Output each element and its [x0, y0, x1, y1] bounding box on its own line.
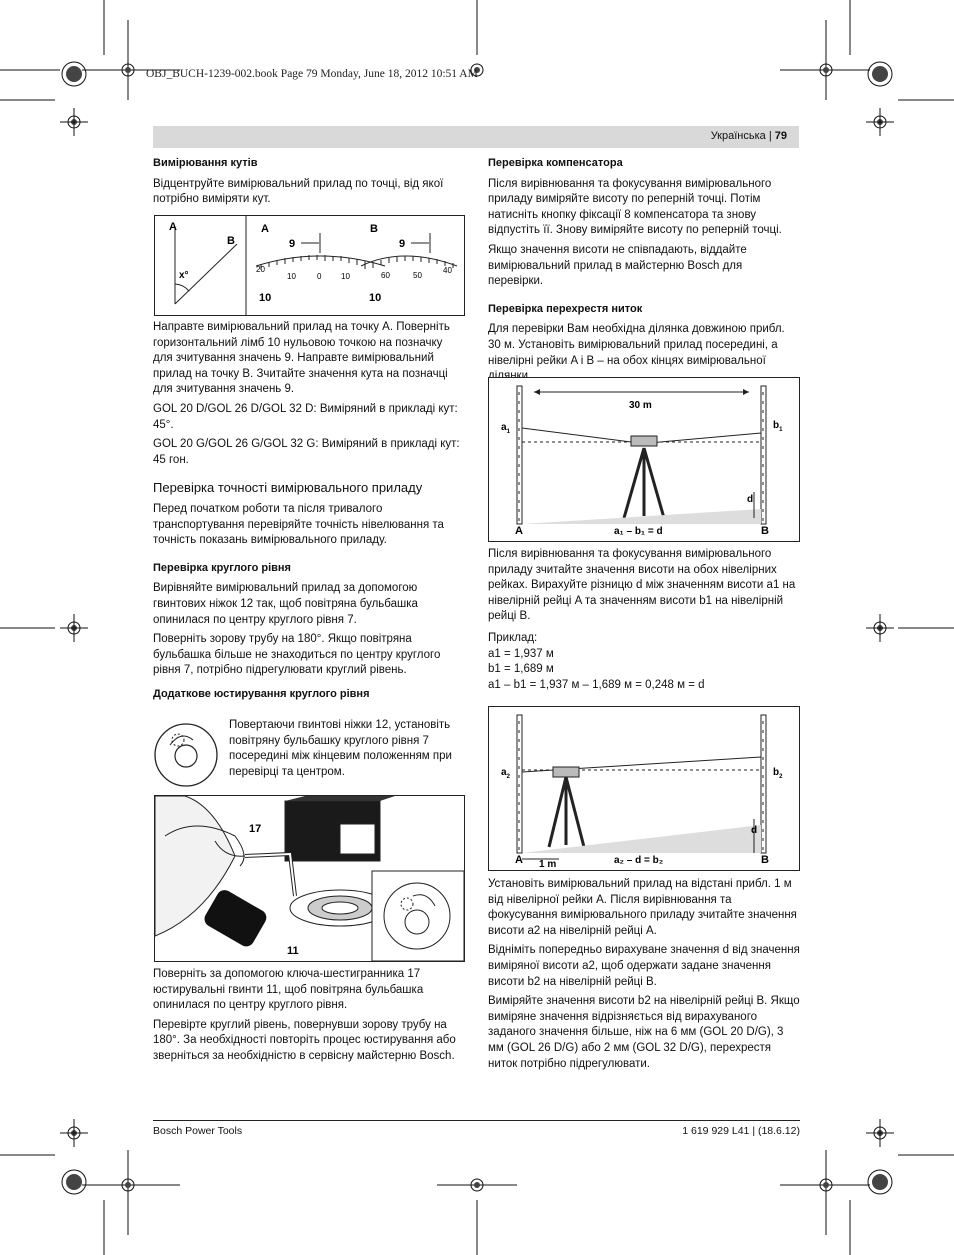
- fig2-eq: a₂ – d = b₂: [614, 855, 664, 866]
- crosshair-figure-2: [488, 706, 800, 871]
- dial-b-label: B: [370, 223, 378, 235]
- svg-text:a1: [501, 422, 511, 435]
- angle-figure: [154, 215, 465, 316]
- fig1-a1: a: [501, 422, 507, 433]
- fig-label-11: 11: [287, 945, 299, 957]
- angles-p1: Направте вимірювальний прилад на точку A. Поверніть горизонтальний лімб 10 нульовою точкою на позначку для зчитування значень 9. Направте вимірювальний прилад на точку B. Зчитайте значення кута на позначці для зчитування значень 9.: [153, 321, 450, 396]
- fig-label-b: B: [227, 235, 235, 247]
- footer-divider: [153, 1120, 800, 1121]
- dial-a-label: A: [261, 223, 269, 235]
- fig1-a1-sub: 1: [506, 429, 510, 435]
- fig1-d: d: [747, 494, 754, 505]
- angles-text: [153, 320, 465, 707]
- fig2-a2-sub: 2: [506, 774, 510, 780]
- adjust-text: [153, 967, 465, 1069]
- fig-angle-label: x°: [179, 270, 189, 281]
- fig2-b2-sub: 2: [779, 774, 783, 780]
- dial-a-scale-4: 10: [341, 272, 350, 281]
- crosshair-heading: Перевірка перехрестя ниток: [488, 302, 643, 315]
- adjust-p3: Перевірте круглий рівень, повернувши зорову трубу на 180°. За необхідності повторіть процес юстирування або зверніться за необхідністю в сервісну майстерню Bosch.: [153, 1018, 456, 1062]
- example-line-1: a1 = 1,937 м: [488, 647, 554, 660]
- dial-a-nine: 9: [289, 238, 296, 250]
- circular-p1: Вирівняйте вимірювальний прилад за допомогою гвинтових ніжок 12 так, щоб повітряна бульбашка опинилася по центру круглого рівня 7.: [153, 582, 418, 626]
- adjust-intro: [229, 718, 465, 784]
- fig2-distance: 1 m: [539, 859, 557, 870]
- angles-section: [153, 156, 465, 212]
- crosshair-text-2: [488, 877, 800, 1076]
- accuracy-p1: Перед початком роботи та після тривалого транспортування перевіряйте точність нівелювання та точність показань вимірювального приладу.: [153, 502, 444, 547]
- angles-heading: Вимірювання кутів: [153, 157, 258, 169]
- angle-figure-svg: [155, 216, 464, 315]
- adjust-heading: Додаткове юстирування круглого рівня: [153, 687, 370, 700]
- compensator-p1: Після вирівнювання та фокусування вимірювального приладу виміряйте висоту по реперній точці. Потім натисніть кнопку фіксації 8 компенсатора та знову відпустіть її. Знову виміряйте висоту по реперній точці.: [488, 177, 782, 237]
- fig2-d: d: [751, 825, 758, 836]
- dial-a-scale-1: 20: [256, 265, 265, 274]
- print-slug: OBJ_BUCH-1239-002.book Page 79 Monday, June 18, 2012 10:51 AM: [146, 68, 478, 80]
- fig-label-17: 17: [249, 823, 262, 835]
- example-label: Приклад:: [488, 631, 538, 644]
- angles-intro: Відцентруйте вимірювальний прилад по точці, від якої потрібно виміряти кут.: [153, 177, 444, 206]
- crosshair-figure-1-svg: [489, 378, 799, 541]
- crosshair-p5: Виміряйте значення висоти b2 на нівелірній рейці B. Якщо виміряне значення відрізняється від вирахуваного заданого значення більше, ніж на 6 мм (GOL 20 D/G), 3 мм (GOL 26 D/G) або 2 мм (GOL 32 D/G), перехрестя ниток потрібно підрегулювати.: [488, 995, 800, 1070]
- compensator-heading: Перевірка компенсатора: [488, 157, 623, 169]
- dial-b-scale-3: 40: [443, 266, 452, 275]
- dial-a-scale-2: 10: [287, 272, 296, 281]
- crosshair-text-1: [488, 547, 800, 693]
- footer-doc-number: 1 619 929 L41 | (18.6.12): [682, 1125, 800, 1137]
- dial-a-ten: 10: [259, 292, 272, 304]
- fig1-eq: a₁ – b₁ = d: [614, 526, 663, 537]
- fig1-distance: 30 m: [629, 400, 652, 411]
- crosshair-p1: Для перевірки Вам необхідна ділянка довжиною прибл. 30 м. Установіть вимірювальний прилад посередині, а нівелірні рейки A і B – на обох кінцях вимірювальної: [488, 323, 785, 367]
- circular-level-icon: [153, 722, 219, 788]
- circular-p2: Поверніть зорову трубу на 180°. Якщо повітряна бульбашка більше не знаходиться по центру круглого рівня 7, потрібно підрегулювати круглий рівень.: [153, 633, 441, 677]
- fig2-A: A: [515, 854, 523, 866]
- header-separator: |: [768, 130, 772, 142]
- language-label: Українська: [710, 130, 766, 142]
- hexkey-figure: [154, 795, 465, 962]
- accuracy-heading: Перевірка точності вимірювального приладу: [153, 480, 423, 496]
- crosshair-figure-1: [488, 377, 800, 542]
- svg-text:a2: [501, 767, 511, 780]
- fig1-B: B: [761, 525, 769, 537]
- svg-text:b2: [773, 767, 783, 780]
- dial-a-scale-3: 0: [317, 272, 322, 281]
- fig1-A: A: [515, 525, 523, 537]
- crosshair-p3: Установіть вимірювальний прилад на відстані прибл. 1 м від нівелірної рейки A. Після вирівнювання та фокусування вимірювального приладу зчитайте значення висоти a2 на нівелірній рейці A.: [488, 878, 797, 937]
- dial-b-scale-1: 60: [381, 271, 390, 280]
- fig2-B: B: [761, 854, 769, 866]
- compensator-section: [488, 156, 800, 389]
- fig2-a2: a: [501, 767, 507, 778]
- crosshair-figure-2-svg: [489, 707, 799, 870]
- page-number: 79: [774, 130, 787, 142]
- header-language: [711, 130, 787, 142]
- fig2-b2: b: [773, 767, 780, 778]
- page-header: [153, 126, 799, 148]
- dial-b-ten: 10: [369, 292, 382, 304]
- dial-b-scale-2: 50: [413, 271, 422, 280]
- crosshair-p2: Після вирівнювання та фокусування вимірювального приладу зчитайте значення висоти на обох нівелірних рейках. Вирахуйте різницю d між значенням висоти a1 на нівелірній рейці A та значенням висоти b1 на нівелірній рейці B.: [488, 548, 796, 623]
- svg-text:b1: [773, 420, 783, 433]
- example-line-3: a1 – b1 = 1,937 м – 1,689 м = 0,248 м = d: [488, 678, 705, 691]
- fig1-b1: b: [773, 420, 780, 431]
- adjust-p1: Повертаючи гвинтові ніжки 12, установіть повітряну бульбашку круглого рівня 7 посередині між кінцевим положенням при перевірці та центром.: [229, 719, 452, 778]
- fig1-b1-sub: 1: [779, 427, 783, 433]
- compensator-p2: Якщо значення висоти не співпадають, віддайте вимірювальний прилад в майстерню Bosch для перевірки.: [488, 243, 747, 288]
- hexkey-figure-svg: [155, 796, 464, 961]
- footer-brand: Bosch Power Tools: [153, 1125, 243, 1137]
- angles-p2: GOL 20 D/GOL 26 D/GOL 32 D: Виміряний в прикладі кут: 45°.: [153, 402, 458, 431]
- crosshair-p4: Відніміть попередньо вирахуване значення d від значення виміряної висоти a2, щоб одержати задане значення висоти b2 на нівелірній рейці B.: [488, 944, 800, 988]
- dial-b-nine: 9: [399, 238, 406, 250]
- fig-label-a: A: [169, 221, 177, 233]
- adjust-p2: Поверніть за допомогою ключа-шестигранника 17 юстирувальні гвинти 11, щоб повітряна бульбашка опинилася по центру круглого рівня.: [153, 968, 424, 1012]
- example-line-2: b1 = 1,689 м: [488, 663, 554, 676]
- angles-p3: GOL 20 G/GOL 26 G/GOL 32 G: Виміряний в прикладі кут: 45 гон.: [153, 438, 460, 466]
- circular-heading: Перевірка круглого рівня: [153, 561, 291, 574]
